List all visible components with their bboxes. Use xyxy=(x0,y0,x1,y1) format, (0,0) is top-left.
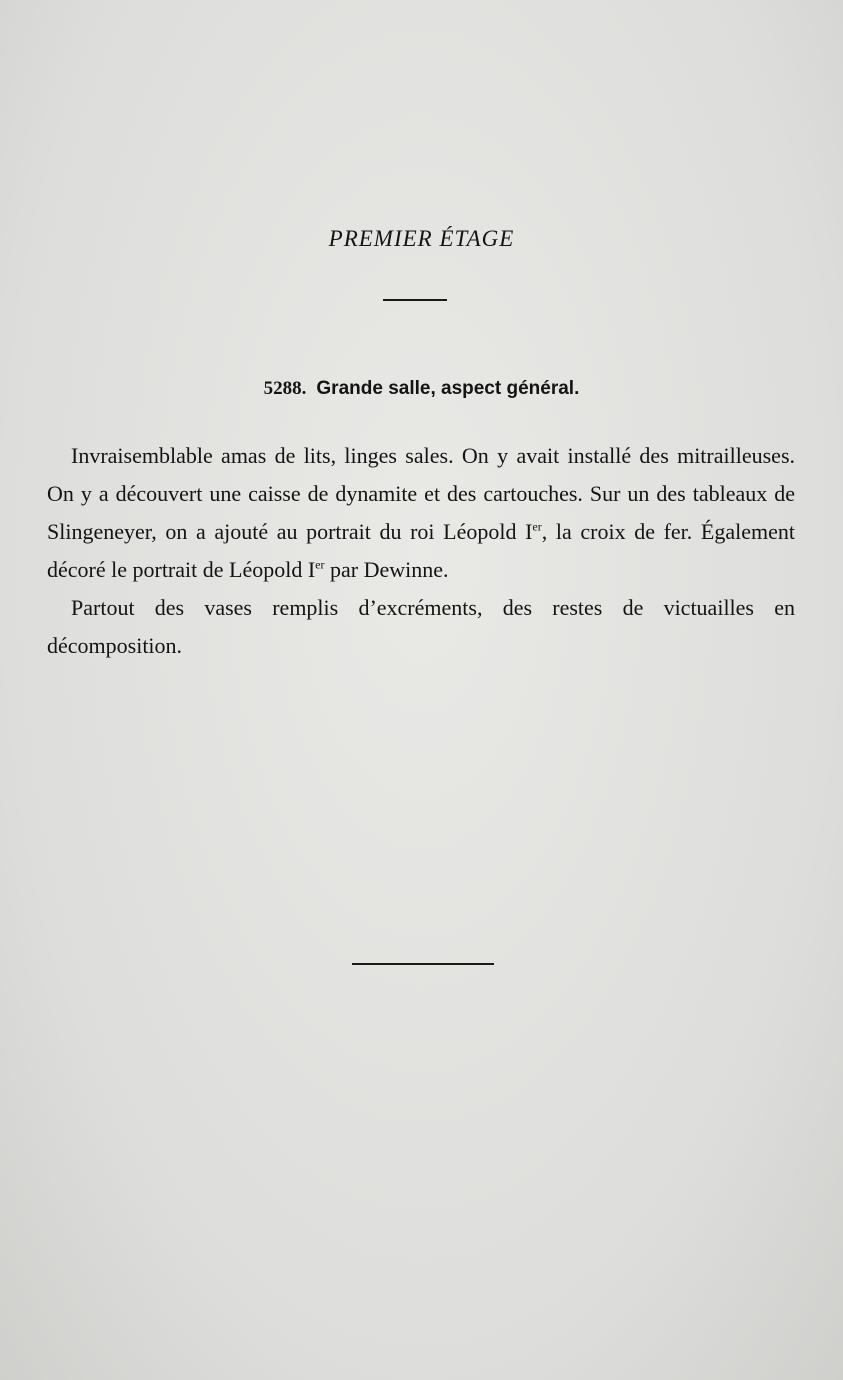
decorative-rule-long xyxy=(352,963,494,965)
entry-body xyxy=(47,437,795,665)
paragraph-1-part-1: Invraisemblable amas de lits, linges sales. On y avait installé des mitrailleuses. On y a découvert une caisse de dynamite et des cartouches. Sur un des tableaux de Slingeneyer, on a ajouté au portrait du roi Léopold I xyxy=(47,443,795,544)
entry-title xyxy=(0,378,843,400)
section-heading: PREMIER ÉTAGE xyxy=(328,226,515,251)
entry-name: Grande salle, aspect général. xyxy=(316,378,580,399)
superscript-er-1: er xyxy=(532,519,542,534)
paragraph-1-part-2: , la croix de fer. Également décoré le portrait de Léopold I xyxy=(47,519,795,582)
paragraph-1 xyxy=(47,437,795,589)
entry-number: 5288. xyxy=(263,378,307,399)
decorative-rule-short xyxy=(383,299,447,301)
paragraph-2: Partout des vases remplis d’excréments, des restes de victuailles en décomposition. xyxy=(47,595,795,658)
superscript-er-2: er xyxy=(315,557,325,572)
paragraph-1-part-3: par Dewinne. xyxy=(324,557,449,582)
